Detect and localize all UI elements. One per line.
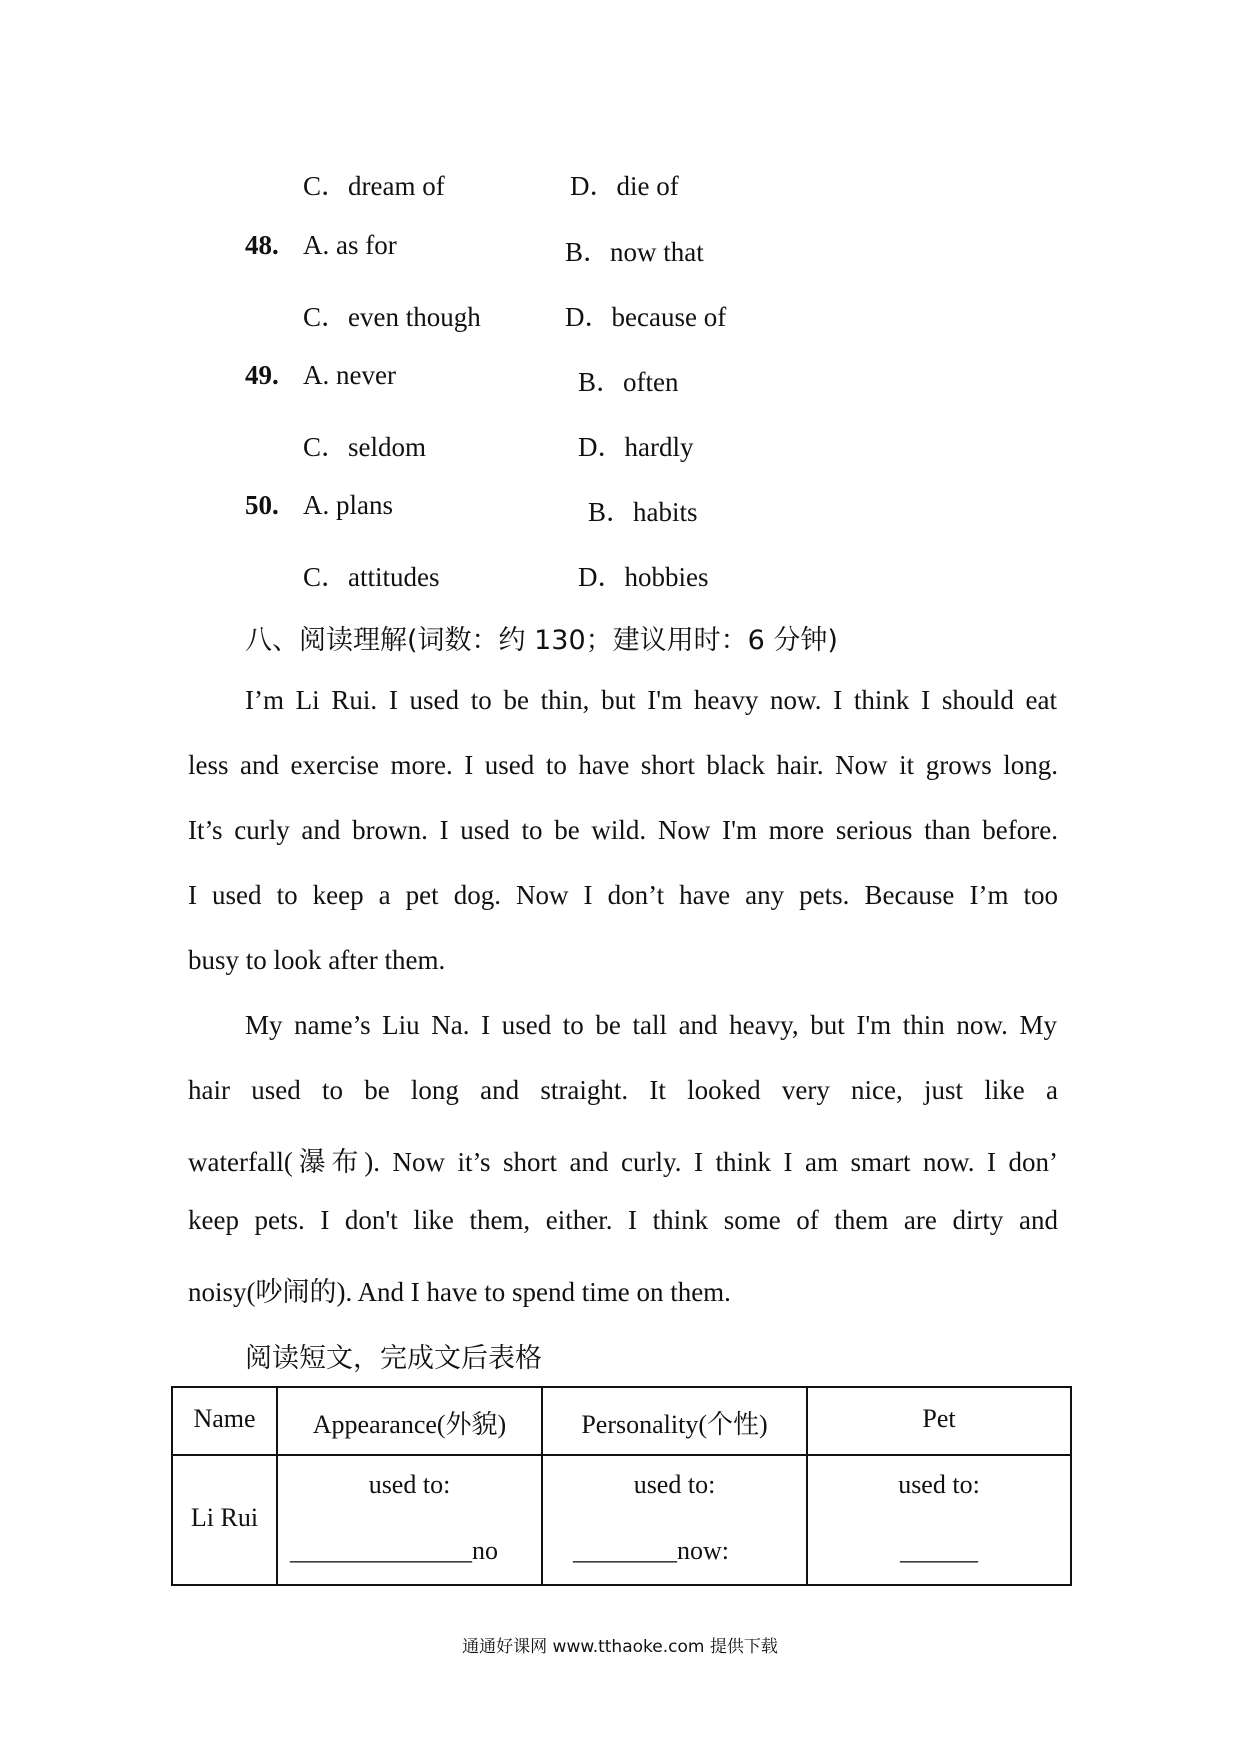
option-47-d: D．die of	[570, 171, 679, 201]
question-number-50: 50.	[245, 490, 279, 520]
table-border-mid	[171, 1454, 1072, 1456]
task-instruction: 阅读短文，完成文后表格	[245, 1343, 542, 1374]
table-border-bottom	[171, 1584, 1072, 1586]
table-cell-personality-top: used to:	[633, 1470, 716, 1499]
paragraph-line: keep pets. I don't like them, either. I think some of them are dirty and	[188, 1205, 1058, 1235]
option-48-d: D．because of	[565, 302, 727, 332]
option-50-b: B．habits	[588, 497, 698, 527]
paragraph-line: noisy(吵闹的). And I have to spend time on them.	[188, 1277, 731, 1307]
question-number-48: 48.	[245, 230, 279, 260]
option-49-b: B．often	[578, 367, 679, 397]
paragraph-line: My name’s Liu Na. I used to be tall and heavy, but I'm thin now. My	[245, 1010, 1057, 1040]
table-border-top	[171, 1386, 1072, 1388]
table-cell-name: Li Rui	[190, 1503, 259, 1532]
paragraph-line: less and exercise more. I used to have short black hair. Now it grows long.	[188, 750, 1058, 780]
paragraph-line: waterfall(瀑布). Now it’s short and curly. I think I am smart now. I don’	[188, 1147, 1058, 1177]
paragraph-line: busy to look after them.	[188, 945, 446, 975]
option-50-a: A. plans	[303, 490, 393, 520]
option-50-d: D．hobbies	[578, 562, 709, 592]
option-48-c: C．even though	[303, 302, 481, 332]
question-number-49: 49.	[245, 360, 279, 390]
option-50-c: C．attitudes	[303, 562, 440, 592]
table-cell-pet-blank[interactable]: ______	[900, 1536, 978, 1565]
paragraph-line: I’m Li Rui. I used to be thin, but I'm heavy now. I think I should eat	[245, 685, 1057, 715]
table-cell-pet-top: used to:	[898, 1470, 980, 1499]
option-49-c: C．seldom	[303, 432, 427, 462]
paragraph-line: I used to keep a pet dog. Now I don’t have any pets. Because I’m too	[188, 880, 1058, 910]
table-cell-personality-blank[interactable]: ________now:	[573, 1536, 729, 1565]
option-48-b: B．now that	[565, 237, 704, 267]
option-49-d: D．hardly	[578, 432, 694, 462]
table-header-personality: Personality(个性)	[581, 1410, 768, 1439]
table-cell-appearance-top: used to:	[368, 1470, 451, 1499]
table-border-right	[1070, 1386, 1072, 1586]
table-header-name: Name	[193, 1404, 256, 1433]
paragraph-line: hair used to be long and straight. It looked very nice, just like a	[188, 1075, 1058, 1105]
paragraph-line: It’s curly and brown. I used to be wild. Now I'm more serious than before.	[188, 815, 1058, 845]
option-49-a: A. never	[303, 360, 396, 390]
table-cell-appearance-blank[interactable]: ______________no	[290, 1536, 498, 1565]
table-header-pet: Pet	[922, 1404, 956, 1433]
option-47-c: C．dream of	[303, 171, 445, 201]
section-heading: 八、阅读理解(词数：约 130；建议用时：6 分钟)	[245, 625, 838, 656]
table-header-appearance: Appearance(外貌)	[312, 1410, 507, 1439]
page-footer: 通通好课网 www.tthaoke.com 提供下载	[462, 1637, 778, 1657]
option-48-a: A. as for	[303, 230, 397, 260]
